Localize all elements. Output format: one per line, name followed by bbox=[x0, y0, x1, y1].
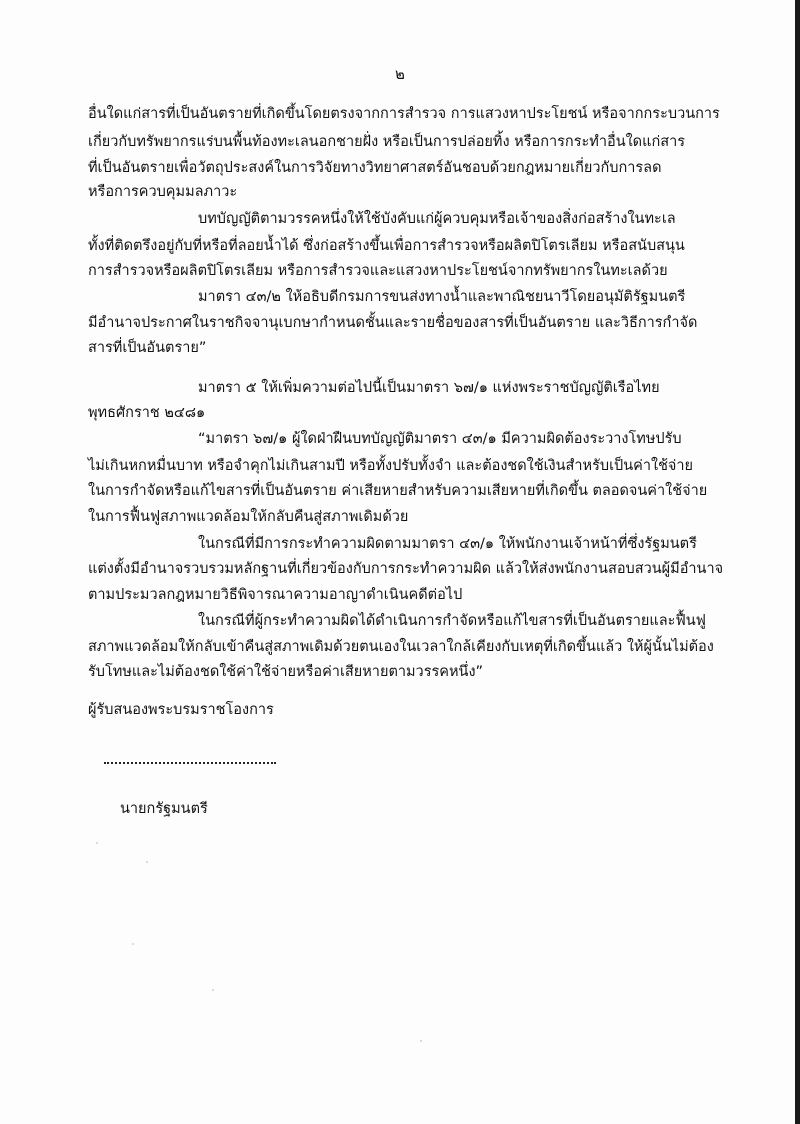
signature-title: นายกรัฐมนตรี bbox=[120, 801, 208, 817]
section-67-1-para2-line-1: ในกรณีที่มีการกระทำความผิดตามมาตรา ๔๓/๑ ให้พนักงานเจ้าหน้าที่ซึ่งรัฐมนตรี bbox=[198, 536, 697, 552]
continuation-line-4: หรือการควบคุมมลภาวะ bbox=[88, 184, 238, 200]
section-43-2-line-2: มีอำนาจประกาศในราชกิจจานุเบกษากำหนดชั้นและรายชื่อของสารที่เป็นอันตราย และวิธีการกำจัด bbox=[88, 315, 698, 331]
section-67-1-para3-line-1: ในกรณีที่ผู้กระทำความผิดได้ดำเนินการกำจัดหรือแก้ไขสารที่เป็นอันตรายและฟื้นฟู bbox=[198, 613, 706, 629]
section-67-1-para1-line-3: ในการกำจัดหรือแก้ไขสารที่เป็นอันตราย ค่าเสียหายสำหรับความเสียหายที่เกิดขึ้น ตลอดจนค่าใช้จ่าย bbox=[88, 483, 708, 499]
section-67-1-para2-line-2: แต่งตั้งมีอำนาจรวบรวมหลักฐานที่เกี่ยวข้องกับการกระทำความผิด แล้วให้ส่งพนักงานสอบสวนผู้มีอำนาจ bbox=[88, 561, 724, 577]
exemption-line-1: บทบัญญัติตามวรรคหนึ่งให้ใช้บังคับแก่ผู้ควบคุมหรือเจ้าของสิ่งก่อสร้างในทะเล bbox=[198, 211, 676, 227]
section-5-line-1: มาตรา ๕ ให้เพิ่มความต่อไปนี้เป็นมาตรา ๖๗/๑ แห่งพระราชบัญญัติเรือไทย bbox=[198, 380, 660, 396]
exemption-line-2: ทั้งที่ติดตรึงอยู่กับที่หรือที่ลอยน้ำได้ ซึ่งก่อสร้างขึ้นเพื่อการสำรวจหรือผลิตปิโตรเลียม หรือสนับสนุน bbox=[88, 238, 685, 254]
continuation-line-2: เกี่ยวกับทรัพยากรแร่บนพื้นท้องทะเลนอกชายฝั่ง หรือเป็นการปล่อยทิ้ง หรือการกระทำอื่นใดแก่สาร bbox=[88, 134, 686, 150]
continuation-line-3: ที่เป็นอันตรายเพื่อวัตถุประสงค์ในการวิจัยทางวิทยาศาสตร์อันชอบด้วยกฎหมายเกี่ยวกับการลด bbox=[88, 160, 662, 176]
section-67-1-para1-line-4: ในการฟื้นฟูสภาพแวดล้อมให้กลับคืนสู่สภาพเดิมด้วย bbox=[88, 509, 409, 525]
scan-speck bbox=[146, 861, 148, 863]
scan-speck bbox=[420, 1040, 422, 1042]
section-43-2-line-3: สารที่เป็นอันตราย” bbox=[88, 340, 207, 356]
scan-speck bbox=[132, 943, 134, 945]
section-5-line-2: พุทธศักราช ๒๔๘๑ bbox=[88, 405, 206, 421]
section-67-1-para3-line-3: รับโทษและไม่ต้องชดใช้ค่าใช้จ่ายหรือค่าเสียหายตามวรรคหนึ่ง” bbox=[88, 664, 484, 680]
signature-dotted-line bbox=[104, 760, 276, 764]
scan-speck bbox=[96, 842, 98, 844]
page-number: ๒ bbox=[395, 65, 405, 83]
section-67-1-para1-line-1: “มาตรา ๖๗/๑ ผู้ใดฝ่าฝืนบทบัญญัติมาตรา ๔๓/๑ มีความผิดต้องระวางโทษปรับ bbox=[198, 431, 682, 447]
section-67-1-para1-line-2: ไม่เกินหกหมื่นบาท หรือจำคุกไม่เกินสามปี หรือทั้งปรับทั้งจำ และต้องชดใช้เงินสำหรับเป็นค่าใช้จ่าย bbox=[88, 458, 694, 474]
continuation-line-1: อื่นใดแก่สารที่เป็นอันตรายที่เกิดขึ้นโดยตรงจากการสำรวจ การแสวงหาประโยชน์ หรือจากกระบวนการ bbox=[88, 106, 720, 122]
countersign-text: ผู้รับสนองพระบรมราชโองการ bbox=[88, 702, 274, 718]
section-43-2-line-1: มาตรา ๔๓/๒ ให้อธิบดีกรมการขนส่งทางน้ำและพาณิชยนาวีโดยอนุมัติรัฐมนตรี bbox=[198, 289, 686, 305]
exemption-line-3: การสำรวจหรือผลิตปิโตรเลียม หรือการสำรวจและแสวงหาประโยชน์จากทรัพยากรในทะเลด้วย bbox=[88, 263, 668, 279]
scan-edge bbox=[795, 0, 800, 1124]
scan-speck bbox=[212, 989, 214, 991]
section-67-1-para2-line-3: ตามประมวลกฎหมายวิธีพิจารณาความอาญาดำเนินคดีต่อไป bbox=[88, 587, 463, 603]
section-67-1-para3-line-2: สภาพแวดล้อมให้กลับเข้าคืนสู่สภาพเดิมด้วยตนเองในเวลาใกล้เคียงกับเหตุที่เกิดขึ้นแล้ว ให้ผู้นั้นไม่ต้อง bbox=[88, 639, 714, 655]
